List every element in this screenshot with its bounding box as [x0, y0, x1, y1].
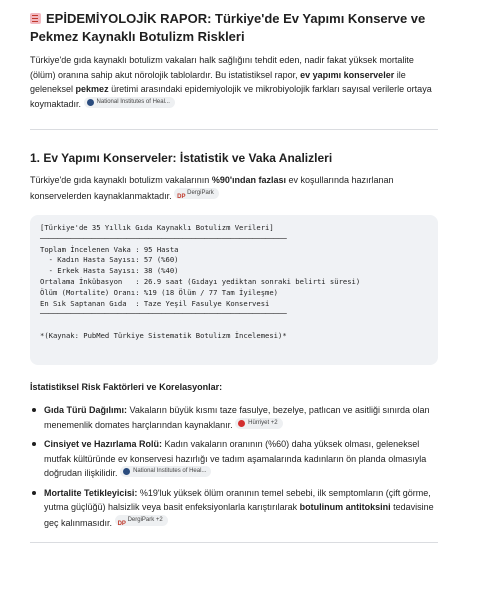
- code-line: En Sık Saptanan Gıda : Taze Yeşil Fasulye Konservesi: [40, 298, 270, 308]
- nih-icon: [123, 468, 130, 475]
- dergipark-icon: DP: [177, 193, 186, 200]
- source-chip-dergipark[interactable]: DP DergiPark +2: [115, 515, 168, 526]
- divider: [30, 542, 438, 543]
- code-line: - Kadın Hasta Sayısı: 57 (%60): [40, 255, 179, 265]
- code-line: *(Kaynak: PubMed Türkiye Sistematik Botulizm İncelemesi)*: [40, 330, 287, 340]
- list-item: Mortalite Tetikleyicisi: %19'luk yüksek ölüm oranının temel sebebi, ilk semptomların (çift görme, yutma güçlüğü) halsizlik veya basit enfeksiyonlarla karıştırılarak botulinum antitoksini tedavisine geç kalınmasıdır. DP DergiPark +2: [30, 486, 438, 531]
- source-chip-nih[interactable]: National Institutes of Heal...: [120, 466, 211, 477]
- dergipark-icon: DP: [117, 520, 126, 527]
- bullet-icon: [32, 491, 36, 495]
- divider: [30, 129, 438, 130]
- hurriyet-icon: [238, 420, 245, 427]
- source-chip-nih[interactable]: National Institutes of Heal...: [84, 97, 175, 108]
- report-page: [30, 0, 438, 543]
- code-line: - Erkek Hasta Sayısı: 38 (%40): [40, 266, 179, 276]
- list-item: Gıda Türü Dağılımı: Vakaların büyük kısmı taze fasulye, bezelye, patlıcan ve asitliği sınırda olan menemenlik domates harçlarından kaynaklanır. Hürriyet +2: [30, 403, 438, 432]
- code-line: Ölüm (Mortalite) Oranı: %19 (18 Ölüm / 77 Tam İyileşme): [40, 287, 278, 297]
- code-line: [40, 320, 428, 331]
- code-line: [Türkiye'de 35 Yıllık Gıda Kaynaklı Botulizm Verileri]: [40, 223, 274, 232]
- section-heading: 1. Ev Yapımı Konserveler: İstatistik ve Vaka Analizleri: [30, 151, 333, 165]
- report-title: EPİDEMİYOLOJİK RAPOR: Türkiye'de Ev Yapımı Konserve ve Pekmez Kaynaklı Botulizm Riskleri: [30, 11, 426, 44]
- intro-paragraph: Türkiye'de gıda kaynaklı botulizm vakaları halk sağlığını tehdit eden, nadir fakat yüksek mortalite (ölüm) oranına sahip akut nörolojik tablolardır. Bu istatistiksel rapor, ev yapımı konserveler ile geleneksel pekmez üretimi arasındaki epidemiyolojik ve mikrobiyolojik farkları sayısal verilerle ortaya koymaktadır. National Institutes of Heal...: [30, 55, 432, 109]
- section-paragraph: Türkiye'de gıda kaynaklı botulizm vakalarının %90'ından fazlası ev koşullarında hazırlanan konservelerden kaynaklanmaktadır. DP DergiPark: [30, 175, 394, 201]
- nih-icon: [87, 99, 94, 106]
- code-line: Toplam İncelenen Vaka : 95 Hasta: [40, 244, 179, 254]
- source-chip-dergipark[interactable]: DP DergiPark: [174, 188, 219, 199]
- bullet-icon: [32, 442, 36, 446]
- risk-factors-heading: İstatistiksel Risk Faktörleri ve Korelasyonlar:: [30, 382, 223, 392]
- risk-factors-list: [30, 403, 438, 530]
- code-line: Ortalama İnkübasyon : 26.9 saat (Gıdayı yediktan sonraki belirti süresi): [40, 276, 361, 286]
- code-line: ─────────────────────────────────────────────────────────: [40, 309, 287, 319]
- list-item: Cinsiyet ve Hazırlama Rolü: Kadın vakaların oranının (%60) daha yüksek olması, geleneksel mutfak kültüründe ev konservesi hazırlığı ve tadım aşamalarında kadınların ön planda olmasıyla doğrudan ilişkilidir. National Institutes of Heal...: [30, 437, 438, 481]
- source-chip-hurriyet[interactable]: Hürriyet +2: [235, 418, 283, 429]
- code-line: ─────────────────────────────────────────────────────────: [40, 233, 287, 243]
- memo-icon: [30, 13, 41, 24]
- code-block[interactable]: [30, 215, 438, 365]
- bullet-icon: [32, 408, 36, 412]
